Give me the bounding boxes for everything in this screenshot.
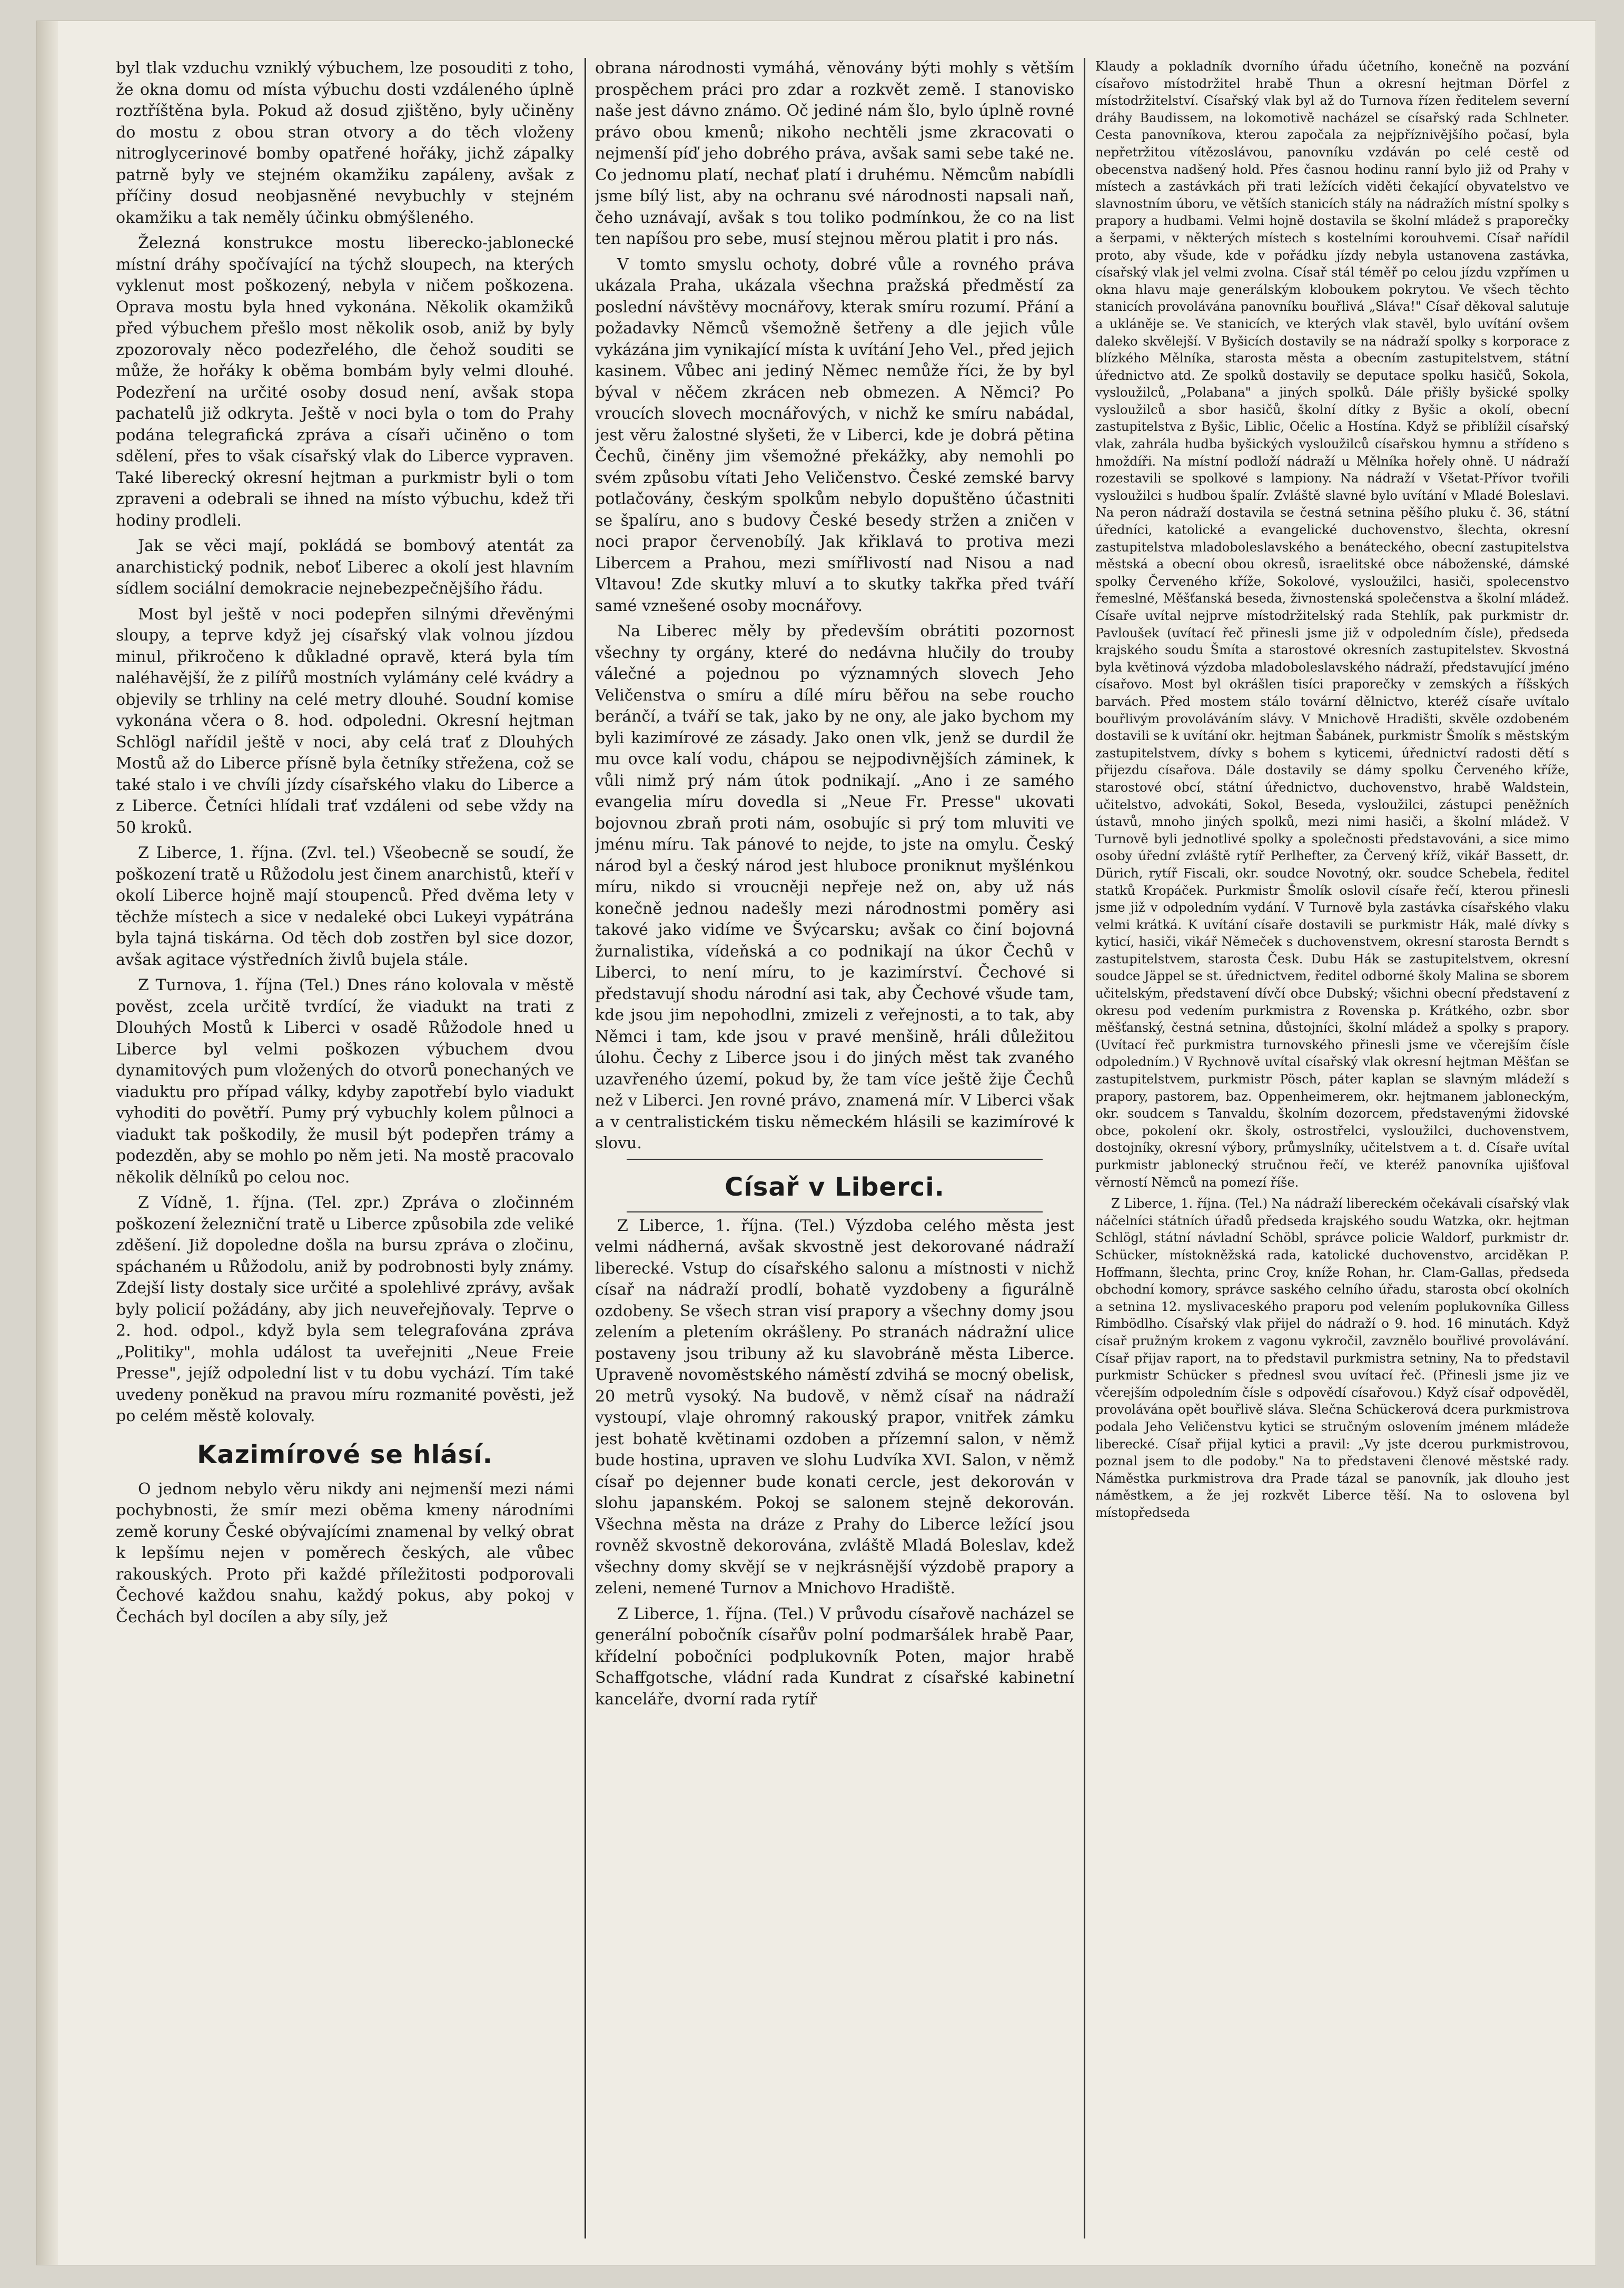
article-paragraph: Z Liberce, 1. října. (Tel.) V průvodu císařově nacházel se generální pobočník císařův polní podmaršálek hrabě Paar, křídelní pobočníci podplukovník Poten, major hrabě Schaffgotsche, vládní rada Kundrat z císařské kabinetní kanceláře, dvorní rada rytíř <box>595 1604 1074 1709</box>
column-3 <box>1095 58 1569 2244</box>
column-divider <box>585 58 586 2238</box>
article-paragraph: Most byl ještě v noci podepřen silnými dřevěnými sloupy, a teprve když jej císařský vlak volnou jízdou minul, přikročeno k důkladné opravě, která byla tím naléhavější, že z pilířů mostních vylámány celé kvádry a objevily se trhliny na celé metry dlouhé. Soudní komise vykonána včera o 8. hod. odpoledni. Okresní hejtman Schlögl nařídil ještě v noci, aby celá trať z Dlouhých Mostů až do Liberce přísně byla četníky střežena, což se také stalo i ve chvíli jízdy císařského vlaku do Liberce a z Liberce. Četníci hlídali trať vzdáleni od sebe vždy na 50 kroků. <box>116 605 574 837</box>
article-paragraph: Z Liberce, 1. října. (Tel.) Výzdoba celého města jest velmi nádherná, avšak skvostně jest dekorované nádraží liberecké. Vstup do císařského salonu a místnosti v nichž císař na nádraží prodlí, bohatě vyzdobeny a figurálně ozdobeny. Se všech stran visí prapory a všechny domy jsou zelením a pletením okrášleny. Po stranách nádražní ulice postaveny jsou tribuny až ku slavobráně města Liberce. Upraveně novoměstského náměstí zdvihá se mocný obelisk, 20 metrů vysoký. Na budově, v němž císař na nádraží vystoupí, vlaje ohromný rakouský prapor, vnitřek zámku jest bohatě květinami ozdoben a přízemní salon, v němž bude hostina, upraven ve slohu Ludvíka XVI. Salon, v němž císař po dejenner bude konati cercle, jest dekorován v slohu japanském. Pokoj se salonem stejně dekorován. Všechna města na dráze z Prahy do Liberce ležící jsou rovněž skvostně dekorována, zvláště Mladá Boleslav, kdež všechny domy skvějí se v nejkrásnější výzdobě prapory a zeleni, nemené Turnov a Mnichovo Hradiště. <box>595 1216 1074 1597</box>
heading-rule <box>627 1211 1043 1212</box>
article-paragraph: Jak se věci mají, pokládá se bombový atentát za anarchistický podnik, neboť Liberec a okolí jest hlavním sídlem sociální demokracie nejnebezpečnějšího řádu. <box>116 537 574 598</box>
article-paragraph: Z Vídně, 1. října. (Tel. zpr.) Zpráva o zločinném poškození železniční tratě u Liberce způsobila zde veliké zděšení. Již dopoledne došla na bursu zpráva o zločinu, spáchaném u Růžodolu, aniž by podrobnosti byly známy. Zdejší listy dostaly sice určité a spolehlivé zprávy, avšak byly policií požádány, aby jich neuveřejňovaly. Teprve o 2. hod. odpol., když byla sem telegrafována zpráva „Politiky", mohla událost ta uveřejniti „Neue Freie Presse", jejíž odpolední list v tu dobu vychází. Tím také uvedeny poněkud na pravou míru rozmanité pověsti, jež po celém městě kolovaly. <box>116 1194 574 1425</box>
column-divider <box>1084 58 1085 2238</box>
page-edge-shadow <box>37 21 58 2265</box>
article-paragraph: Z Turnova, 1. října (Tel.) Dnes ráno kolovala v městě pověst, zcela určitě tvrdící, že viadukt na trati z Dlouhých Mostů k Liberci v osadě Růžodole hned u Liberce byl velmi poškozen výbuchem dvou dynamitových pum vložených do otvorů ponechaných ve viaduktu pro případ války, kdyby zapotřebí bylo viadukt vyhoditi do povětří. Pumy prý vybuchly kolem půlnoci a viadukt tak poškodily, že musil být podepřen trámy a podezděn, aby se mohlo po něm jeti. Na mostě pracovalo několik dělníků po celou noc. <box>116 976 574 1187</box>
column-2 <box>595 58 1074 2244</box>
article-paragraph: O jednom nebylo věru nikdy ani nejmenší mezi námi pochybnosti, že smír mezi oběma kmeny národními země koruny České obývajícími znamenal by velký obrat k lepšímu nejen v poměrech českých, ale vůbec rakouských. Proto při každé příležitosti podporovali Čechové každou snahu, každý pokus, aby pokoj v Čechách byl docílen a aby síly, jež <box>116 1480 574 1626</box>
heading-rule <box>627 1159 1043 1160</box>
article-paragraph: obrana národnosti vymáhá, věnovány býti mohly s větším prospěchem práci pro zdar a rozkvět země. I stanovisko naše jest dávno známo. Oč jediné nám šlo, bylo úplně rovné právo obou kmenů; nikoho nechtěli jsme zkracovati o nejmenší píď jeho dobrého práva, avšak sami sebe také ne. Co jednomu platí, nechať platí i druhému. Němcům nabídli jsme bílý list, aby na ochranu své národnosti napsali naň, čeho uznávají, avšak s tou toliko podmínkou, že co na list ten napíšou pro sebe, musí stejnou měrou platit i pro nás. <box>595 59 1074 248</box>
article-paragraph: Z Liberce, 1. října. (Zvl. tel.) Všeobecně se soudí, že poškození tratě u Růžodolu jest činem anarchistů, kteří v okolí Liberce hojně mají stoupenců. Před dvěma lety v těchže místech a sice v nedaleké obci Lukeyi vypátrána byla tajná tiskárna. Od těch dob zostřen byl sice dozor, avšak agitace výstředních živlů bujela stále. <box>116 844 574 969</box>
article-heading: Císař v Liberci. <box>725 1172 945 1202</box>
article-paragraph: Železná konstrukce mostu liberecko-jablonecké místní dráhy spočívající na týchž sloupech, na kterých vyklenut most poškozený, nebyla v ničem poškozena. Oprava mostu byla hned vykonána. Několik okamžiků před výbuchem přešlo most několik osob, aniž by byly zpozorovaly něco podezřelého, dle čehož souditi se může, že hořáky k oběma bombám byly velmi dlouhé. Podezření na určité osoby dosud není, avšak stopa pachatelů již odkryta. Ještě v noci byla o tom do Prahy podána telegrafická zpráva a císaři učiněno o tom sdělení, přes to však císařský vlak do Liberce vypraven. Také liberecký okresní hejtman a purkmistr byli o tom zpraveni a odebrali se ihned na místo výbuchu, kdež tři hodiny prodleli. <box>116 234 574 530</box>
article-paragraph: Klaudy a pokladník dvorního úřadu účetního, konečně na pozvání císařovo místodržitel hrabě Thun a okresní hejtman Dörfel z místodržitelství. Císařský vlak byl až do Turnova řízen ředitelem severní dráhy Baudissem, na lokomotivě nacházel se císařský rada Schlneter. Cesta panovníkova, kterou započala za nejpříznivějšího počasí, byla nepřetržitou vítězoslávou, panovníku vzdáván po celé cestě od obecenstva nadšený hold. Přes časnou hodinu ranní bylo již od Prahy v místech a zastávkách při trati ležících viděti čekající obyvatelstvo ve slavnostním úboru, ve větších stanicích stály na nádražích místní spolky s prapory a hudbami. Velmi hojně dostavila se školní mládež s praporečky a šerpami, v některých místech s kostelními korouhvemi. Císař nařídil proto, aby všude, kde v pořádku jízdy nebyla ustanovena zastávka, císařský vlak jel velmi zvolna. Císař stál téměř po celou jízdu vzpřímen u okna hlavu maje generálským kloboukem pokrytou. Ve všech těchto stanicích provolávána panovníku bouřlivá „Sláva!" Císař děkoval salutuje a ukláněje se. Ve stanicích, ve kterých vlak stavěl, bylo uvítání ovšem daleko skvělejší. V Byšicích dostavily se na nádraží spolky s korporace z blízkého Mělníka, starosta města a obecním zastupitelstvem, státní úřednictvo atd. Ze spolků dostavily se deputace spolku hasičů, Sokola, vysloužilců, „Polabana" a jiných spolků. Dále přišly byšické spolky vysloužilců a sbor hasičů, školní dítky z Byšic a okolí, obecní zastupitelstva z Byšic, Liblic, Očelic a Hostína. Když se přiblížil císařský vlak, zahrála hudba byšických vysloužilců císařskou hymnu a střídeno s hmoždíři. Na místní podloží nádraží u Mělníka hořely ohně. U nádraží rozestavili se spolkové s lampiony. Na nádraží v Všetat-Přívor tvořili vysloužilci s hudbou špalír. Zvláště slavné bylo uvítání v Mladé Boleslavi. Na peron nádraží dostavila se čestná setnina pěšího pluku č. 36, státní úředníci, katolické a evangelické duchovenstvo, šlechta, okresní zastupitelstva mladoboleslavského a benáteckého, obecní zastupitelstva městská a obecní obou okresů, israelitské obce náboženské, dámské spolky Červeného kříže, Sokolové, vysloužilci, hasiči, spolecenstvo řemeslné, Měšťanská beseda, živnostenská společenstva a školní mládež. Císaře uvítal nejprve místodržitelský rada Stehlík, pak purkmistr dr. Pavloušek (uvítací řeč přinesli jsme již v odpoledním čísle), předseda krajského soudu Šmíta a starostové okresních zastupitelstev. Skvostná byla květinová výzdoba mladoboleslavského nádraží, představující jméno císařovo. Most byl okrášlen tisíci praporečky v zemských a říšských barvách. Před mostem stálo tovární dělnictvo, kteréž císaře uvítalo bouřlivým provoláváním slávy. V Mnichově Hradišti, skvěle ozdobeném dostavili se k uvítání okr. hejtman Šabánek, purkmistr Šmolík s městským zastupitelstvem, dívky s bohem s kyticemi, úřednictví radosti dětí s přijezdu císařova. Dále dostavily se dámy spolku Červeného kříže, starostové obcí, státní úřednictvo, duchovenstvo, hrabě Waldstein, učitelstvo, advokáti, Sokol, Beseda, vysloužilci, zástupci peněžních ústavů, mnoho jiných spolků, mezi nimi hasiči, a školní mládež. V Turnově byli jednotlivé spolky a společnosti představováni, a sice mimo osoby úřední zvláště rytíř Perlhefter, za Červený kříž, vikář Bassett, dr. Dürich, rytíř Fiscali, okr. soudce Novotný, okr. soudce Schebela, ředitel statků Kropáček. Purkmistr Šmolík oslovil císaře řečí, kterou přinesli jsme již v odpoledním vydání. V Turnově byla zastávka císařského vlaku velmi krátká. K uvítání císaře dostavili se purkmistr Hák, malé dívky s kyticí, hasiči, vikář Němeček s duchovenstvem, okresní starosta Berndt s zastupitelstvem, starosta Česk. Dubu Hák se zastupitelstvem, okresní soudce Jäppel se st. úřednictvem, ředitel odborné školy Malina se sborem učitelským, představení dívčí obce Dubský; všichni obecní představení z okresu pod vedením purkmistra z Rovenska p. Krátkého, ozbr. sbor měšťanský, čestná setnina, důstojníci, školní mládež a spolky s prapory. (Uvítací řeč purkmistra turnovského přinesli jsme ve včerejším čísle odpoledním.) V Rychnově uvítal císařský vlak okresní hejtman Měšťan se zastupitelstvem, purkmistr Pösch, páter kaplan se slavným mládeží s prapory, pastorem, baz. Oppenheimerem, okr. hejtmanem jabloneckým, okr. soudcem s Tanvaldu, školním dozorcem, představenými židovské obce, pokolení okr. školy, ostrostřelci, vysloužilci, duchovenstvem, dostojníky, okresní výbory, průmyslníky, učitelstvem a t. d. Císaře uvítal purkmistr jablonecký stručnou řečí, ve kteréž panovníka ujišťoval věrností Němců na pomezí říše. <box>1095 59 1569 1190</box>
newspaper-page <box>37 21 1596 2265</box>
article-paragraph: byl tlak vzduchu vzniklý výbuchem, lze posouditi z toho, že okna domu od místa výbuchu dosti vzdáleného úplně roztříštěna byla. Pokud až dosud zjištěno, byly učiněny do mostu z obou stran otvory a do těch vloženy nitroglycerinové bomby opatřené hořáky, jichž zápalky patrně byly ve stejném okamžiku zapáleny, avšak z příčiny dosud neobjasněné nevybuchly v stejném okamžiku a tak neměly účinku obmýšleného. <box>116 59 574 227</box>
article-paragraph: Na Liberec měly by především obrátiti pozornost všechny ty orgány, které do nedávna hlučily do trouby válečné a pojednou po významných slovech Jeho Veličenstva o smíru a dílé míru běřou na sebe roucho beránčí, a tváří se tak, jako by ne ony, ale jako bychom my byli kazimírové ze zásady. Jako onen vlk, jenž se durdil že mu ovce kalí vodu, chápou se nejpodivnějších záminek, k vůli nimž prý nám útok podnikají. „Ano i ze samého evangelia míru dovedla si „Neue Fr. Presse" ukovati bojovnou zbraň proti nám, osobujíc si prý tom mluviti ve jménu míru. Tak pánové to nejde, to jste na omylu. Český národ byl a český národ jest hluboce proniknut myšlénkou míru, nikdo si vroucněji nepřeje než on, aby už nás konečně jednou nadešly mezi národnostmi poměry asi takové jako vidíme ve Švýcarsku; avšak co činí bojovná žurnalistika, vídeňská a co podnikají na úkor Čechů v Liberci, to není míru, to je kazimírství. Čechové si představují shodu národní asi tak, aby Čechové všude tam, kde jsou jim nepohodlni, zmizeli z veřejnosti, a to tak, aby Němci i tam, kde jsou v pravé menšině, hráli důležitou úlohu. Čechy z Liberce jsou i do jiných měst tak zvaného uzavřeného území, pokud by, že tam více ještě žije Čechů než v Liberci. Jen rovné právo, znamená mír. V Liberci však a v centralistickém tisku německém hlásili se kazimírové k slovu. <box>595 622 1074 1152</box>
article-paragraph: V tomto smyslu ochoty, dobré vůle a rovného práva ukázala Praha, ukázala všechna pražská předměstí za poslední návštěvy mocnářovy, kterak smíru rozumí. Přání a požadavky Němců všemožně šetřeny a dle jejich vůle vykázána jim vynikající místa k uvítání Jeho Vel., před jejich kasinem. Vůbec ani jediný Němec nemůže říci, že by byl býval v něčem zkrácen neb obmezen. A Němci? Po vroucích slovech mocnářových, v nichž ke smíru nabádal, jest věru žalostné slyšeti, že v Liberci, kde je dobrá pětina Čechů, činěny jim všemožné překážky, aby nemohli po svém způsobu vítati Jeho Veličenstvo. České zemské barvy potlačovány, českým spolkům nebylo dopuštěno účastniti se špalíru, ano s budovy České besedy stržen a zničen v noci prapor červenobílý. Jak křiklavá to protiva mezi Libercem a Prahou, mezi smířlivostí nad Nisou a nad Vltavou! Zde skutky mluví a to skutky takřka před tváří samé vznešené osoby mocnářovy. <box>595 255 1074 615</box>
article-paragraph: Z Liberce, 1. října. (Tel.) Na nádraží libereckém očekávali císařský vlak náčelníci státních úřadů předseda krajského soudu Watzka, okr. hejtman Schlögl, státní návladní Schöbl, správce policie Waldorf, purkmistr dr. Schücker, místokněžská rada, katolické duchovenstvo, arciděkan P. Hoffmann, šlechta, princ Croy, kníže Rohan, hr. Clam-Gallas, předseda obchodní komory, správce saského celního úřadu, starosta obcí okolních a setnina 12. myslivaceského praporu pod velením poplukovníka Gilless Rimbödlho. Císařský vlak přijel do nádraží o 9. hod. 16 minutách. Když císař pružným krokem z vagonu vykročil, zavznělo bouřlivé provolávání. Císař přijav raport, na to představil purkmistra setniny, Na to představil purkmistr Schücker s přednesl svou uvítací řeč. (Přinesli jsme jiz ve včerejším odpoledním čísle s odpovědí císařovou.) Když císař odpověděl, provolávána opět bouřlivě sláva. Slečna Schückerová dcera purkmistrova podala Jeho Veličenstvu kytici se stručným oslovením jménem mládeže liberecké. Císař přijal kytici a pravil: „Vy jste dcerou purkmistrovou, poznal jsem to dle podoby." Na to představeni členové městské rady. Náměstka purkmistrova dra Prade tázal se panovník, jak dlouho jest náměstkem, a že jej rozkvět Liberce těší. Na to oslovena byl místopředseda <box>1095 1196 1569 1520</box>
article-heading: Kazimírové se hlásí. <box>197 1439 493 1470</box>
column-1 <box>116 58 574 2244</box>
